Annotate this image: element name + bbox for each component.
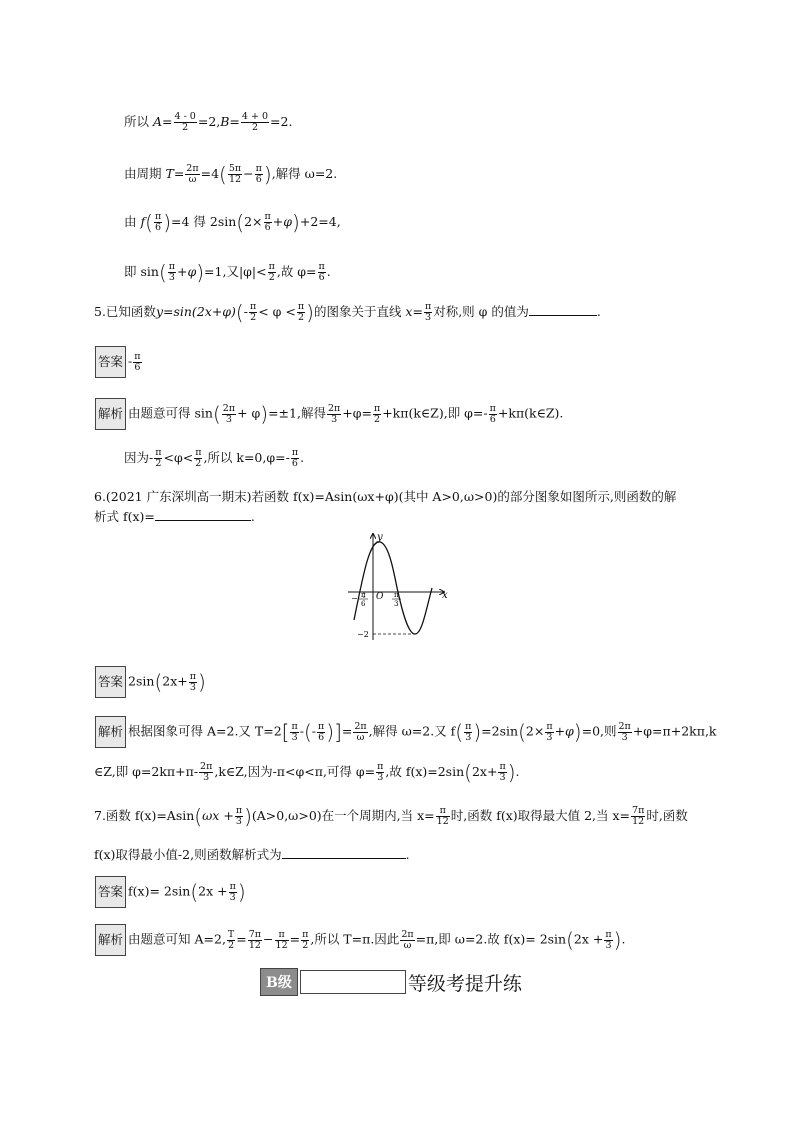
text: .: [300, 450, 305, 465]
bracket-close: ]: [334, 720, 342, 744]
text: .: [621, 931, 626, 947]
text: ,所以 T=π.因此: [310, 931, 400, 947]
frac-den: 3: [621, 731, 628, 743]
sine-graph-figure: [340, 530, 460, 645]
text: 时,函数 f(x)取得最大值 2,当 x=: [450, 808, 631, 823]
tick-a-sign: −: [351, 594, 358, 603]
text: .: [515, 764, 520, 779]
frac-den: 6: [291, 458, 298, 469]
frac-num: π: [195, 447, 202, 458]
paren-close: ): [237, 880, 246, 904]
fraction: [318, 262, 326, 283]
frac-num: 2π: [222, 402, 236, 414]
frac-den: 3: [189, 681, 196, 693]
answer-tag: 答案: [95, 876, 126, 908]
paren-close: ): [613, 928, 622, 952]
frac-num: π: [318, 261, 325, 272]
frac-den: 3: [225, 413, 232, 425]
prev-solution-line-2: [124, 164, 337, 185]
text: =π,即 ω=2.故 f(x)= 2sin: [415, 931, 567, 947]
text: 由周期: [124, 166, 166, 181]
fraction: [154, 448, 162, 469]
frac-num: π: [229, 880, 236, 892]
level-title: 等级考提升练: [407, 972, 522, 995]
frac-den: 2: [251, 122, 258, 133]
text: 2x+: [471, 764, 498, 779]
text: A=: [152, 114, 173, 129]
frac-den: 2: [250, 312, 257, 323]
frac-den: 2: [297, 312, 305, 323]
paren-open: (: [190, 880, 199, 904]
paren-open: (: [212, 402, 221, 426]
text: =: [341, 723, 353, 739]
frac-den: 3: [377, 772, 384, 783]
frac-den: 3: [605, 939, 612, 951]
frac-den: 6: [255, 174, 262, 185]
paren-open: (: [518, 720, 526, 744]
text: =2,: [197, 114, 221, 129]
text: -: [311, 723, 316, 739]
question-6-analysis-2: [94, 762, 520, 783]
frac-den: 3: [203, 772, 210, 783]
fraction: [498, 762, 506, 783]
frac-den: 2: [228, 939, 235, 951]
frac-den: 2: [302, 939, 309, 951]
text: 2x +: [198, 883, 228, 899]
text: < φ <: [258, 304, 296, 319]
frac-den: 12: [248, 939, 261, 951]
paren-close: ): [196, 260, 205, 285]
frac-num: π: [168, 261, 175, 272]
frac-num: π: [155, 447, 162, 458]
paren-open: (: [158, 260, 167, 285]
fraction: [376, 762, 384, 783]
text: (A>0,ω>0)在一个周期内,当 x=: [251, 808, 435, 823]
prev-solution-line-1: [124, 112, 292, 133]
text: .: [405, 847, 410, 862]
frac-den: ω: [356, 731, 365, 743]
text: T=: [165, 166, 185, 181]
text: .: [250, 509, 255, 524]
fraction: [424, 302, 432, 323]
text: + φ: [237, 405, 261, 421]
paren-close: ): [473, 720, 482, 744]
answer-blank[interactable]: [282, 846, 406, 859]
frac-den: 12: [436, 816, 449, 827]
question-5-answer: [95, 346, 143, 378]
text: 2x +: [573, 931, 604, 947]
frac-num: 7π: [632, 805, 645, 816]
frac-den: 6: [318, 272, 325, 283]
fraction: [241, 112, 269, 133]
text: 由题意可知 A=2,: [128, 931, 226, 947]
paren-open: (: [194, 804, 203, 829]
question-5-stem: [94, 302, 601, 323]
text: -: [128, 353, 133, 369]
text: -: [299, 723, 304, 739]
frac-den: 6: [134, 361, 141, 373]
text: =1,又|φ|<: [204, 264, 267, 279]
text: ,解得 ω=2.又 f: [368, 723, 456, 739]
sine-curve: [354, 542, 432, 634]
text: f(x)取得最小值-2,则函数解析式为: [94, 847, 282, 862]
text: f(x)= 2sin: [128, 883, 191, 899]
frac-num: π: [249, 301, 257, 312]
question-6-stem: [94, 488, 676, 506]
frac-den: 6: [155, 222, 162, 233]
frac-num: 2π: [354, 720, 367, 732]
tick-y-label: −2: [357, 630, 369, 639]
text: 7.函数 f(x)=Asin: [94, 808, 195, 823]
text: −: [263, 931, 274, 947]
frac-num: π: [489, 402, 496, 414]
fraction: [222, 404, 236, 425]
frac-den: 12: [228, 174, 242, 185]
text: ωx +: [202, 808, 234, 823]
text: f: [140, 214, 146, 229]
fraction: [174, 112, 197, 133]
paren-open: (: [303, 720, 312, 744]
fraction: [189, 672, 197, 693]
answer-blank[interactable]: [155, 508, 251, 521]
frac-num: π: [546, 720, 553, 732]
question-6-stem-2: [94, 508, 255, 526]
paren-close: ): [306, 300, 314, 325]
frac-num: 2π: [327, 402, 341, 414]
frac-num: π: [499, 761, 506, 772]
level-badge: B级: [260, 968, 298, 996]
text: =4 得 2sin: [171, 214, 237, 229]
frac-num: π: [268, 261, 275, 272]
paren-open: (: [145, 210, 153, 235]
level-blank-box: [300, 970, 406, 994]
frac-num: π: [255, 163, 262, 174]
frac-den: 2: [268, 272, 275, 283]
fraction: [199, 762, 213, 783]
fraction: [489, 404, 497, 425]
text: 2×: [244, 214, 263, 229]
fraction: [400, 930, 414, 951]
frac-den: 3: [168, 272, 175, 283]
fraction: [618, 722, 632, 743]
text: 析式 f(x)=: [94, 509, 155, 524]
fraction: [264, 212, 272, 233]
text: 由: [124, 214, 141, 229]
text: ,故 φ=: [276, 264, 317, 279]
paren-close: ): [163, 210, 171, 235]
frac-den: ω: [403, 939, 412, 951]
text: +φ=π+2kπ,k: [632, 723, 717, 739]
text: +kπ(k∈Z),即 φ=-: [382, 405, 488, 421]
frac-den: 3: [331, 413, 338, 425]
fraction: [436, 806, 450, 827]
level-b-header: [260, 968, 522, 996]
paren-open: (: [154, 670, 163, 694]
fraction: [268, 262, 276, 283]
question-7-analysis: [95, 924, 625, 956]
frac-num: π: [465, 720, 472, 732]
fraction: [235, 806, 243, 827]
fraction: [327, 404, 341, 425]
text: x=: [405, 304, 423, 319]
analysis-tag: 解析: [95, 398, 126, 430]
frac-num: 2π: [200, 761, 213, 772]
text: 即 sin: [124, 264, 159, 279]
text: .: [326, 264, 331, 279]
frac-num: π: [297, 301, 305, 312]
frac-den: 6: [318, 731, 325, 743]
paren-open: (: [235, 300, 244, 325]
text: =4: [200, 166, 220, 181]
text: 2x+: [162, 673, 188, 689]
frac-num: 4 - 0: [174, 111, 196, 122]
text: 根据图象可得 A=2.又 T=2: [128, 723, 282, 739]
text: 5.已知函数: [94, 304, 156, 319]
fraction: [154, 212, 162, 233]
text: y=sin(2x+φ): [155, 304, 236, 319]
frac-num: π: [291, 720, 298, 732]
paren-open: (: [219, 162, 227, 187]
frac-num: π: [377, 761, 384, 772]
fraction: [194, 448, 202, 469]
text: +φ: [554, 723, 574, 739]
frac-den: 3: [425, 312, 432, 323]
question-5-analysis-2: [124, 448, 304, 469]
text: −: [243, 166, 254, 181]
frac-num: 4 + 0: [241, 111, 269, 122]
paren-close: ): [326, 720, 335, 744]
frac-num: π: [436, 806, 450, 817]
frac-num: π: [373, 402, 381, 414]
analysis-tag: 解析: [95, 924, 126, 956]
fraction: [227, 930, 235, 951]
origin-label: O: [376, 592, 384, 602]
question-7-stem: [94, 806, 688, 827]
fraction: [133, 352, 141, 373]
frac-den: ω: [188, 174, 197, 185]
frac-num: π: [424, 301, 432, 312]
paren-close: ): [573, 720, 582, 744]
frac-num: π: [189, 670, 196, 682]
prev-solution-line-3: [124, 212, 341, 233]
fraction: [353, 722, 367, 743]
fraction: [291, 448, 299, 469]
text: 由题意可得 sin: [128, 405, 213, 421]
frac-num: π: [318, 720, 325, 732]
paren-close: ): [292, 210, 300, 235]
tick-b-den: 3: [394, 600, 399, 608]
question-7-stem-2: [94, 846, 410, 864]
paren-close: ): [507, 760, 516, 785]
text: =2sin: [481, 723, 519, 739]
tick-a-den: 6: [361, 600, 366, 608]
text: =2.: [270, 114, 293, 129]
frac-den: 2: [182, 122, 189, 133]
question-6-analysis: [95, 716, 717, 748]
frac-den: 2: [195, 458, 202, 469]
fraction: [248, 930, 262, 951]
fraction: [631, 806, 645, 827]
x-axis-label: x: [442, 590, 448, 601]
frac-num: T: [227, 928, 235, 940]
fraction: [275, 930, 289, 951]
fraction: [228, 164, 242, 185]
text: =0,则: [581, 723, 617, 739]
text: =±1,解得: [268, 405, 326, 421]
prev-solution-line-4: [124, 262, 331, 283]
frac-den: 2: [155, 458, 162, 469]
frac-den: 6: [489, 413, 496, 425]
text: f(x)=Asin(ωx+φ)(其中 A>0,ω>0)的部分图象如图所示,则函数的解: [292, 489, 677, 504]
frac-den: 6: [264, 222, 271, 233]
question-5-analysis: [95, 398, 563, 430]
fraction: [255, 164, 263, 185]
frac-den: 12: [275, 939, 288, 951]
frac-num: π: [275, 930, 289, 941]
frac-num: π: [154, 211, 162, 222]
text: -: [243, 304, 248, 319]
text: 因为-: [124, 450, 154, 465]
paren-close: ): [263, 162, 272, 187]
frac-num: π: [134, 350, 141, 362]
paren-close: ): [244, 804, 252, 829]
frac-den: 3: [291, 731, 298, 743]
fraction: [249, 302, 257, 323]
text: +φ=: [342, 405, 372, 421]
frac-num: π: [302, 928, 309, 940]
paren-open: (: [236, 210, 245, 235]
text: +φ: [177, 264, 197, 279]
text: ∈Z,即 φ=2kπ+π-: [94, 764, 199, 779]
paren-open: (: [464, 760, 472, 785]
text: ,所以 k=0,φ=-: [203, 450, 290, 465]
fraction: [301, 930, 309, 951]
fraction: [545, 722, 553, 743]
frac-den: 3: [546, 731, 553, 743]
answer-blank[interactable]: [529, 303, 597, 316]
text: 时,函数: [646, 808, 688, 823]
frac-den: 12: [632, 816, 645, 827]
text: ,解得 ω=2.: [271, 166, 338, 181]
question-6-answer: [95, 666, 206, 698]
analysis-tag: 解析: [95, 716, 126, 748]
text: 2×: [525, 723, 545, 739]
text: =: [236, 931, 247, 947]
frac-num: 5π: [228, 163, 242, 174]
fraction: [464, 722, 472, 743]
frac-num: π: [605, 928, 612, 940]
text: 对称,则 φ 的值为: [433, 304, 529, 319]
frac-den: 3: [229, 891, 236, 903]
text: 所以: [124, 114, 153, 129]
frac-den: 3: [235, 816, 242, 827]
text: .: [596, 304, 601, 319]
tick-b-num: π: [394, 591, 399, 599]
bracket-open: [: [281, 720, 290, 744]
fraction: [373, 404, 381, 425]
text: +kπ(k∈Z).: [497, 405, 564, 421]
fraction: [185, 164, 199, 185]
frac-num: π: [235, 805, 243, 816]
question-7-answer: [95, 876, 246, 908]
text: ,k∈Z,因为-π<φ<π,可得 φ=: [214, 764, 376, 779]
text: B=: [220, 114, 240, 129]
answer-tag: 答案: [95, 346, 126, 378]
frac-num: 2π: [401, 928, 414, 940]
text: +2=4,: [299, 214, 341, 229]
answer-tag: 答案: [95, 666, 126, 698]
paren-open: (: [566, 928, 574, 952]
paren-close: ): [260, 402, 269, 426]
text: <φ<: [163, 450, 194, 465]
frac-num: 2π: [186, 163, 199, 174]
fraction: [168, 262, 176, 283]
paren-open: (: [455, 720, 464, 744]
y-axis-label: y: [377, 532, 383, 543]
tick-a-num: π: [361, 591, 366, 599]
frac-den: 3: [499, 772, 506, 783]
frac-num: π: [264, 211, 271, 222]
text: ,故 f(x)=2sin: [385, 764, 465, 779]
text: 2sin: [128, 673, 155, 689]
text: 6.(2021 广东深圳高一期末)若函数: [94, 489, 293, 504]
fraction: [229, 882, 237, 903]
text: 的图象关于直线: [313, 304, 406, 319]
fraction: [317, 722, 325, 743]
frac-den: 3: [465, 731, 472, 743]
paren-close: ): [197, 670, 206, 694]
frac-den: 2: [374, 413, 381, 425]
fraction: [290, 722, 298, 743]
frac-num: 2π: [618, 720, 631, 732]
text: +φ: [272, 214, 293, 229]
text: =: [289, 931, 301, 947]
fraction: [604, 930, 612, 951]
fraction: [297, 302, 305, 323]
frac-num: 7π: [248, 928, 262, 940]
frac-num: π: [291, 447, 299, 458]
